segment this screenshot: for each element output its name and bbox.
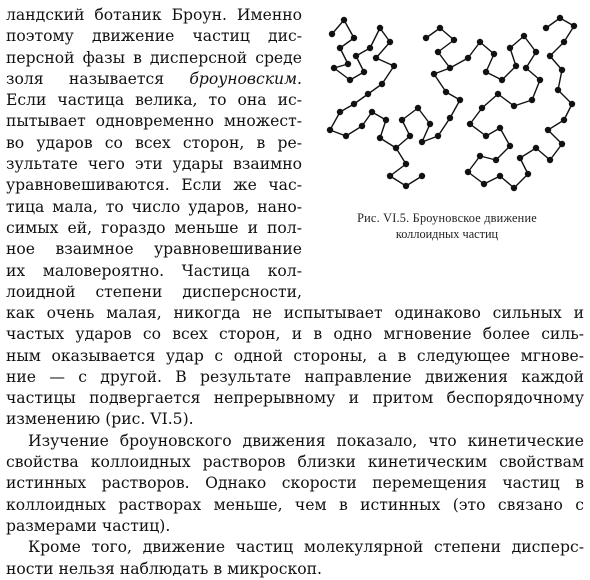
text-line: Кроме того, движение частиц молекулярной степени дисперс- [28,538,584,557]
text-line: ние — с другой. В результате направление движения каждой [6,367,584,386]
text-line: тица мала, то число ударов, нано- [6,197,302,216]
text-line: истинных растворов. Однако скорости перемещения частиц в [6,474,584,493]
text-line: зультате чего эти удары взаимно [6,155,302,174]
text-line: во ударов со всех сторон, в ре- [6,133,302,152]
text-line: размерами частиц). [6,516,171,535]
text-line: персной фазы в дисперсной среде [6,48,302,67]
text-line: ное взаимное уравновешивание [6,240,302,259]
full-width-text [6,303,584,580]
text-line: Если частица велика, то она ис- [6,91,302,110]
text-line: золя называется броуновским. [6,69,302,88]
text-line: симых ей, гораздо меньше и пол- [6,218,302,237]
text-line: уравновешиваются. Если же час- [6,176,302,195]
caption-line-2: коллоидных частиц [395,227,499,241]
text-line: пытывает одновременно множест- [6,112,302,131]
emphasis-brownian: броуновским. [189,69,302,88]
trajectory-plot [310,8,584,208]
text-line: частых ударов со всех сторон, и в одно мгновение более силь- [6,325,584,344]
text-line: ным оказывается удар с одной стороны, а в следующее мгнове- [6,346,584,365]
text-line: изменению (рис. VI.5). [6,410,194,429]
text-line: свойства коллоидных растворов близки кинетическим свойствам [6,453,584,472]
text-line: ности нельзя наблюдать в микроскоп. [6,559,322,578]
text-line: поэтому движение частиц дис- [6,27,302,46]
text-line: лоидной степени дисперсности, [6,282,302,301]
column-text [6,5,302,303]
text-line: ландский ботаник Броун. Именно [6,6,302,24]
text-line: Изучение броуновского движения показало, что кинетические [28,431,584,450]
text-line: коллоидных растворах меньше, чем в истинных (это связано с [6,495,584,514]
text-line: частицы подвергается непрерывному и притом беспорядочному [6,389,584,408]
caption-line-1: Рис. VI.5. Броуновское движение [357,211,537,225]
figure-caption [310,210,584,242]
text-line: как очень малая, никогда не испытывает одинаково сильных и [6,304,584,322]
text-line: их маловероятно. Частица кол- [6,261,302,280]
